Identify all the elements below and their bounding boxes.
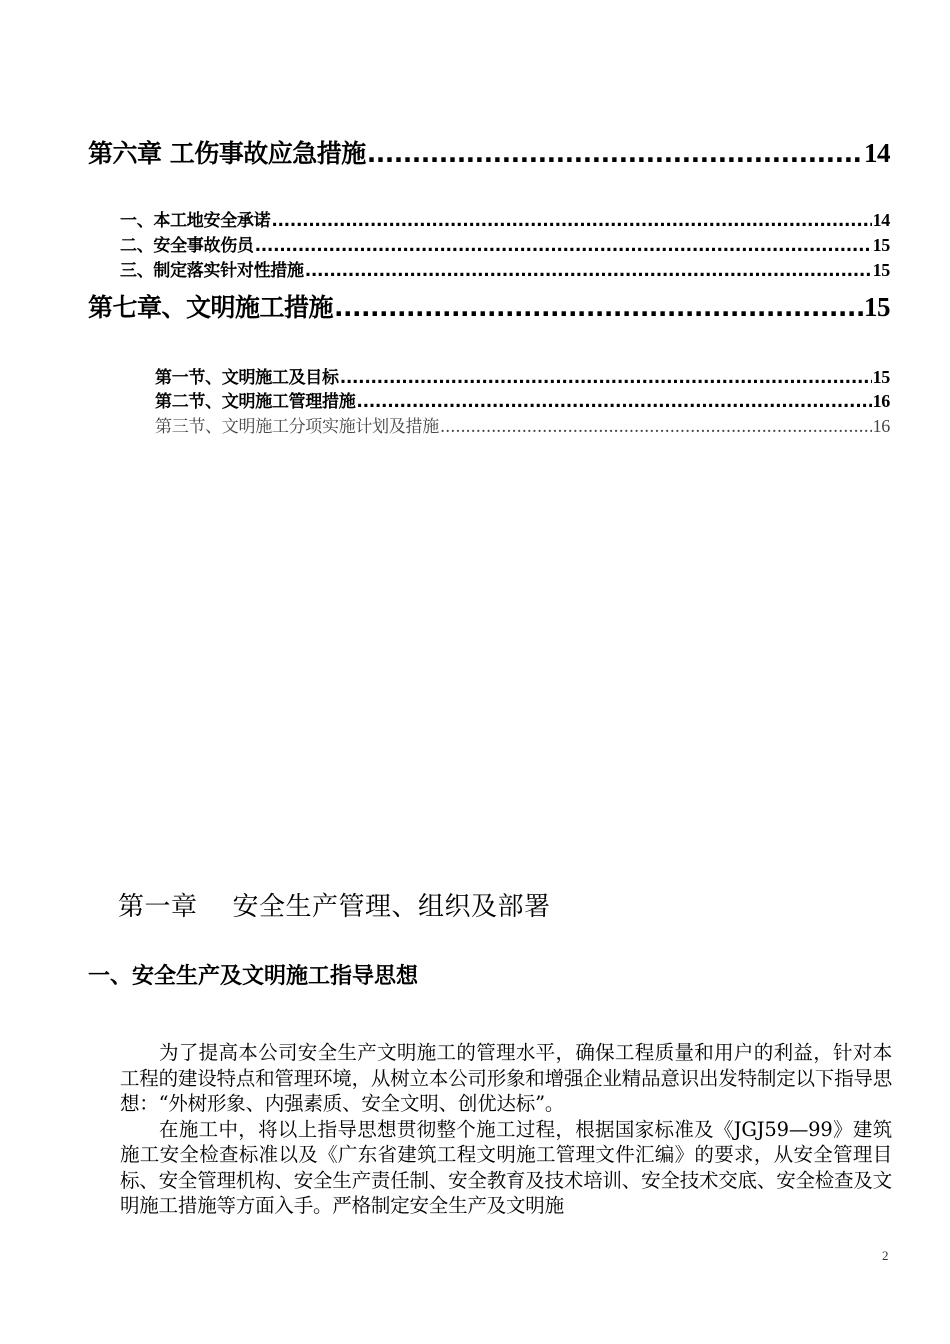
- toc-page-number: 15: [872, 235, 890, 255]
- toc-page-number: 14: [864, 138, 890, 168]
- toc-entry-label: 二、安全事故伤员: [120, 236, 254, 256]
- toc-entry-label: 一、本工地安全承诺: [120, 211, 271, 231]
- toc-entry-label: 第三节、文明施工分项实施计划及措施: [155, 417, 439, 437]
- toc-entry-chapter-6-item-3[interactable]: [120, 256, 890, 281]
- section-title: 一、安全生产及文明施工指导思想: [88, 964, 419, 989]
- toc-dot-leader: [356, 392, 871, 412]
- toc-dot-leader: [255, 236, 872, 256]
- toc-page-number: 16: [872, 391, 890, 411]
- toc-entry-label: 三、制定落实针对性措施: [120, 261, 304, 281]
- toc-dot-leader: [305, 261, 872, 281]
- paragraph: 为了提高本公司安全生产文明施工的管理水平，确保工程质量和用户的利益，针对本工程的建设特点和管理环境，从树立本公司形象和增强企业精品意识出发特制定以下指导思想：“外树形象、内强素质、安全文明、创优达标”。: [120, 1041, 893, 1115]
- toc-dot-leader: [367, 139, 863, 168]
- toc-page-number: 16: [872, 416, 890, 436]
- toc-entry-label: 第二节、文明施工管理措施: [155, 392, 356, 412]
- toc-page-number: 15: [872, 367, 890, 387]
- page-number: 2: [882, 1248, 889, 1263]
- body-text: [120, 1040, 892, 1219]
- toc-entry-label: 第一节、文明施工及目标: [155, 368, 339, 388]
- chapter-title: 第一章 安全生产管理、组织及部署: [118, 892, 551, 922]
- toc-entry-chapter-7-section-1[interactable]: [155, 363, 890, 388]
- toc-dot-leader: [334, 293, 863, 322]
- toc-entry-chapter-7[interactable]: [88, 288, 890, 324]
- toc-page-number: 15: [872, 260, 890, 280]
- toc-dot-leader: [271, 211, 871, 231]
- toc-dot-leader: [440, 417, 872, 437]
- toc-entry-chapter-6-item-2[interactable]: [120, 231, 890, 256]
- toc-dot-leader: [340, 368, 872, 388]
- paragraph: 在施工中，将以上指导思想贯彻整个施工过程，根据国家标准及《JGJ59—99》建筑施工安全检查标准以及《广东省建筑工程文明施工管理文件汇编》的要求，从安全管理目标、安全管理机构、安全生产责任制、安全教育及技术培训、安全技术交底、安全检查及文明施工措施等方面入手。严格制定安全生产及文明施: [120, 1117, 893, 1217]
- toc-page-number: 14: [872, 210, 890, 230]
- toc-entry-chapter-6[interactable]: [88, 134, 890, 170]
- toc-entry-label: 第六章 工伤事故应急措施: [88, 139, 366, 168]
- toc-entry-chapter-7-section-2[interactable]: [155, 387, 890, 412]
- toc-entry-label: 第七章、文明施工措施: [88, 293, 334, 322]
- toc-page-number: 15: [864, 292, 890, 322]
- toc-entry-chapter-6-item-1[interactable]: [120, 206, 890, 231]
- toc-entry-chapter-7-section-3[interactable]: [155, 412, 890, 437]
